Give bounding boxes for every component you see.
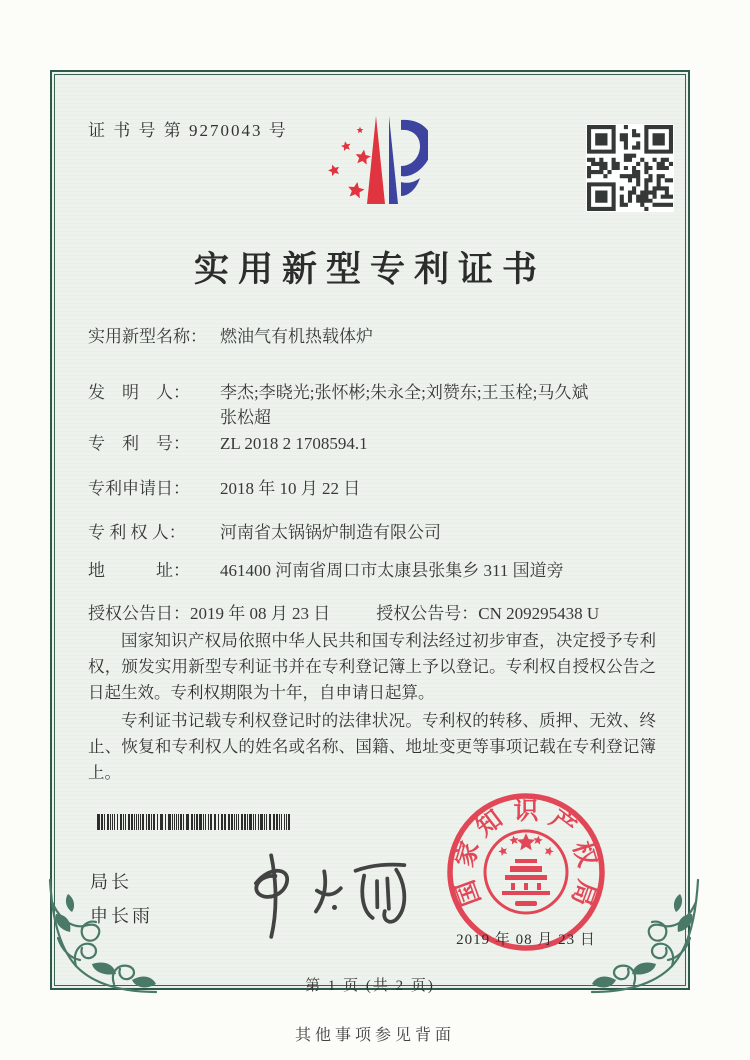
certificate-frame <box>50 70 690 994</box>
handwritten-signature-icon <box>222 844 437 940</box>
legal-paragraph-1: 国家知识产权局依照中华人民共和国专利法经过初步审查，决定授予专利权，颁发实用新型专利证书并在专利登记簿上予以登记。专利权自授权公告之日起生效。专利权期限为十年，自申请日起算。 <box>88 631 656 702</box>
qr-code <box>586 124 674 212</box>
field-value-name: 燃油气有机热载体炉 <box>220 327 373 346</box>
field-row-name <box>88 322 373 347</box>
field-label-address: 地 址： <box>88 561 190 580</box>
field-label-filing-date: 专利申请日： <box>88 479 190 498</box>
field-label-grant-date: 授权公告日： <box>88 604 190 623</box>
field-row-address <box>88 556 564 581</box>
field-value-filing-date: 2018 年 10 月 22 日 <box>220 479 361 498</box>
field-value-inventors: 李杰;李晓光;张怀彬;朱永全;刘赞东;王玉栓;马久斌 <box>220 383 589 402</box>
seal-char: 家 <box>451 838 485 871</box>
field-value-inventors-line2: 张松超 <box>220 408 271 427</box>
seal-date: 2019 年 08 月 23 日 <box>456 932 596 948</box>
field-row-grant <box>88 599 599 624</box>
corner-flourish-right-icon <box>588 874 720 1006</box>
field-value-patent-no: ZL 2018 2 1708594.1 <box>220 434 368 453</box>
seal-char: 权 <box>567 838 601 871</box>
certificate-title: 实用新型专利证书 <box>193 250 546 289</box>
field-label-name: 实用新型名称： <box>88 327 207 346</box>
barcode-1d <box>97 814 293 830</box>
back-note: 其他事项参见背面 <box>294 1027 455 1044</box>
field-value-patentee: 河南省太锅锅炉制造有限公司 <box>220 523 441 542</box>
field-row-patent-no <box>88 429 368 454</box>
field-label-grant-no: 授权公告号： <box>376 604 479 623</box>
certificate-number: 证 书 号 第 9270043 号 <box>88 121 288 140</box>
commissioner-name: 申长雨 <box>90 906 153 926</box>
cnipa-logo-icon <box>316 112 428 214</box>
seal-char: 产 <box>544 805 581 842</box>
seal-char: 局 <box>565 876 600 910</box>
field-value-address: 461400 河南省周口市太康县张集乡 311 国道旁 <box>220 561 564 580</box>
field-row-filing-date <box>88 474 360 499</box>
legal-paragraph-2: 专利证书记载专利权登记时的法律状况。专利权的转移、质押、无效、终止、恢复和专利权人的姓名或名称、国籍、地址变更等事项记载在专利登记簿上。 <box>88 711 656 782</box>
field-value-grant-date: 2019 年 08 月 23 日 <box>190 604 331 623</box>
field-row-inventors <box>88 378 588 403</box>
legal-text <box>88 628 656 788</box>
commissioner-title: 局长 <box>90 872 132 892</box>
field-value-grant-no: CN 209295438 U <box>478 604 600 623</box>
field-label-inventors: 发 明 人： <box>88 383 190 402</box>
field-label-patentee: 专 利 权 人： <box>88 523 186 542</box>
corner-flourish-left-icon <box>28 874 160 1006</box>
field-label-patent-no: 专 利 号： <box>88 434 190 453</box>
national-emblem-icon <box>485 831 567 913</box>
seal-char: 国 <box>452 876 487 910</box>
seal-char: 识 <box>513 798 539 825</box>
seal-char: 知 <box>471 805 508 842</box>
field-row-patentee <box>88 518 441 543</box>
page-indicator: 第 1 页 (共 2 页) <box>305 978 435 994</box>
